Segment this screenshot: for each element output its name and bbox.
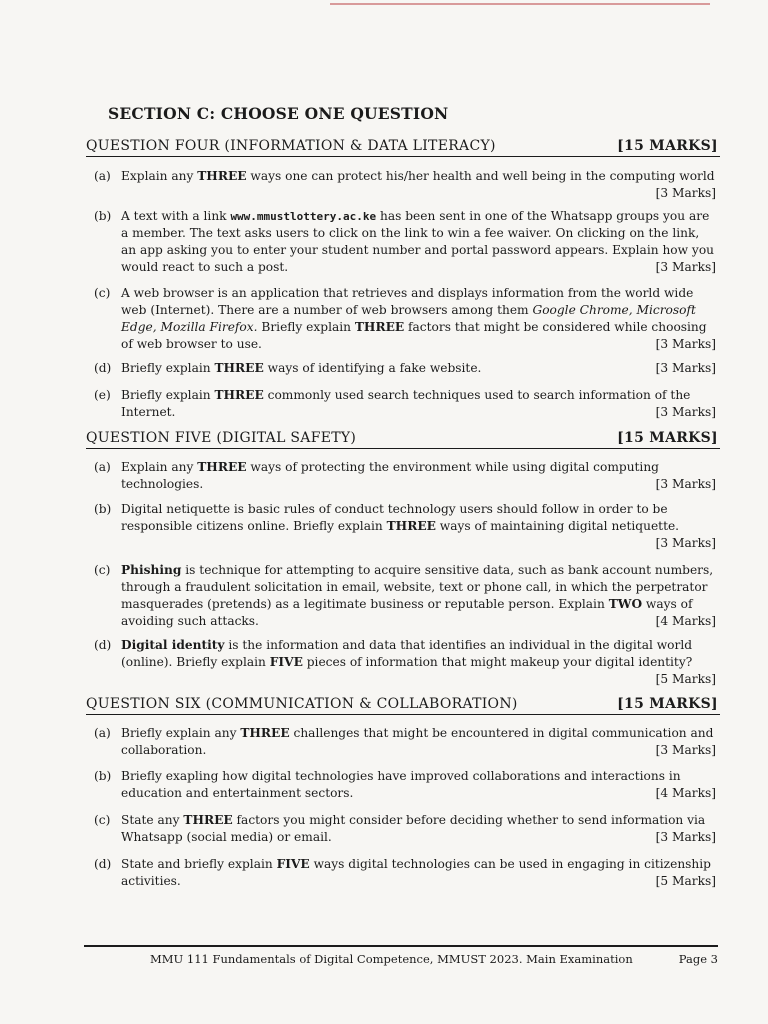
item-label: (b)	[94, 502, 112, 516]
item-marks: [3 Marks]	[655, 361, 716, 375]
item-label: (b)	[94, 769, 112, 783]
question-marks: [15 MARKS]	[617, 696, 718, 712]
item-label: (d)	[94, 361, 112, 375]
list-item: (a) Explain any THREE ways of protecting the environment while using digital computing technologies. [3 Marks]	[94, 460, 716, 491]
list-item: (c) Phishing is technique for attempting to acquire sensitive data, such as bank account numbers, through a fraudulent solicitation in email, website, text or phone call, in which the perpetrator masquerades (pretends) as a legitimate business or reputable person. Explain TWO ways of avoiding such attacks. [4 Marks]	[94, 563, 716, 628]
question-title: QUESTION FOUR (INFORMATION & DATA LITERACY)	[86, 138, 496, 154]
item-marks: [3 Marks]	[655, 260, 716, 274]
list-item: (b) A text with a link www.mmustlottery.ac.ke has been sent in one of the Whatsapp groups you are a member. The text asks users to click on the link to win a fee waiver. On clicking on the link, an app asking you to enter your student number and portal password appears. Explain how you would react to such a post. [3 Marks]	[94, 209, 716, 274]
item-marks: [3 Marks]	[655, 337, 716, 351]
page-footer	[150, 952, 718, 966]
item-label: (c)	[94, 286, 111, 300]
list-item: (c) A web browser is an application that retrieves and displays information from the world wide web (Internet). There are a number of web browsers among them Google Chrome, Microsoft Edge, Mozilla Firefox. Briefly explain THREE factors that might be considered while choosing of web browser to use. [3 Marks]	[94, 286, 716, 351]
item-label: (e)	[94, 388, 111, 402]
item-label: (a)	[94, 726, 111, 740]
list-item: (d) Digital identity is the information and data that identifies an individual in the digital world (online). Briefly explain FIVE pieces of information that might makeup your digital identity? [5 Marks]	[94, 638, 716, 686]
item-marks: [5 Marks]	[655, 672, 716, 686]
item-label: (a)	[94, 169, 111, 183]
question-four-heading	[86, 138, 720, 157]
footer-rule	[84, 945, 718, 947]
item-marks: [3 Marks]	[655, 536, 716, 550]
item-label: (c)	[94, 563, 111, 577]
top-edge-mark	[330, 3, 710, 5]
item-marks: [3 Marks]	[655, 186, 716, 200]
item-marks: [4 Marks]	[655, 614, 716, 628]
item-label: (d)	[94, 638, 112, 652]
question-six-heading	[86, 696, 720, 715]
item-marks: [5 Marks]	[655, 874, 716, 888]
list-item: (b) Digital netiquette is basic rules of conduct technology users should follow in order to be responsible citizens online. Briefly explain THREE ways of maintaining digital netiquette. [3 Marks]	[94, 502, 716, 550]
question-five-heading	[86, 430, 720, 449]
list-item: (d) Briefly explain THREE ways of identifying a fake website. [3 Marks]	[94, 361, 716, 375]
question-marks: [15 MARKS]	[617, 138, 718, 154]
list-item: (a) Briefly explain any THREE challenges that might be encountered in digital communication and collaboration. [3 Marks]	[94, 726, 716, 757]
suspicious-link: www.mmustlottery.ac.ke	[230, 210, 377, 223]
item-marks: [3 Marks]	[655, 830, 716, 844]
footer-text: MMU 111 Fundamentals of Digital Competence, MMUST 2023. Main Examination	[150, 952, 633, 966]
list-item: (c) State any THREE factors you might consider before deciding whether to send information via Whatsapp (social media) or email. [3 Marks]	[94, 813, 716, 844]
item-marks: [3 Marks]	[655, 743, 716, 757]
item-label: (c)	[94, 813, 111, 827]
list-item: (e) Briefly explain THREE commonly used search techniques used to search information of the Internet. [3 Marks]	[94, 388, 716, 419]
question-title: QUESTION SIX (COMMUNICATION & COLLABORATION)	[86, 696, 518, 712]
section-title: SECTION C: CHOOSE ONE QUESTION	[108, 104, 449, 123]
list-item: (b) Briefly exapling how digital technologies have improved collaborations and interactions in education and entertainment sectors. [4 Marks]	[94, 769, 716, 800]
list-item: (a) Explain any THREE ways one can protect his/her health and well being in the computing world [3 Marks]	[94, 169, 716, 200]
item-marks: [4 Marks]	[655, 786, 716, 800]
page-number: Page 3	[678, 952, 718, 966]
question-marks: [15 MARKS]	[617, 430, 718, 446]
item-label: (b)	[94, 209, 112, 223]
item-label: (d)	[94, 857, 112, 871]
question-title: QUESTION FIVE (DIGITAL SAFETY)	[86, 430, 357, 446]
item-marks: [3 Marks]	[655, 477, 716, 491]
item-marks: [3 Marks]	[655, 405, 716, 419]
item-label: (a)	[94, 460, 111, 474]
list-item: (d) State and briefly explain FIVE ways digital technologies can be used in engaging in citizenship activities. [5 Marks]	[94, 857, 716, 888]
